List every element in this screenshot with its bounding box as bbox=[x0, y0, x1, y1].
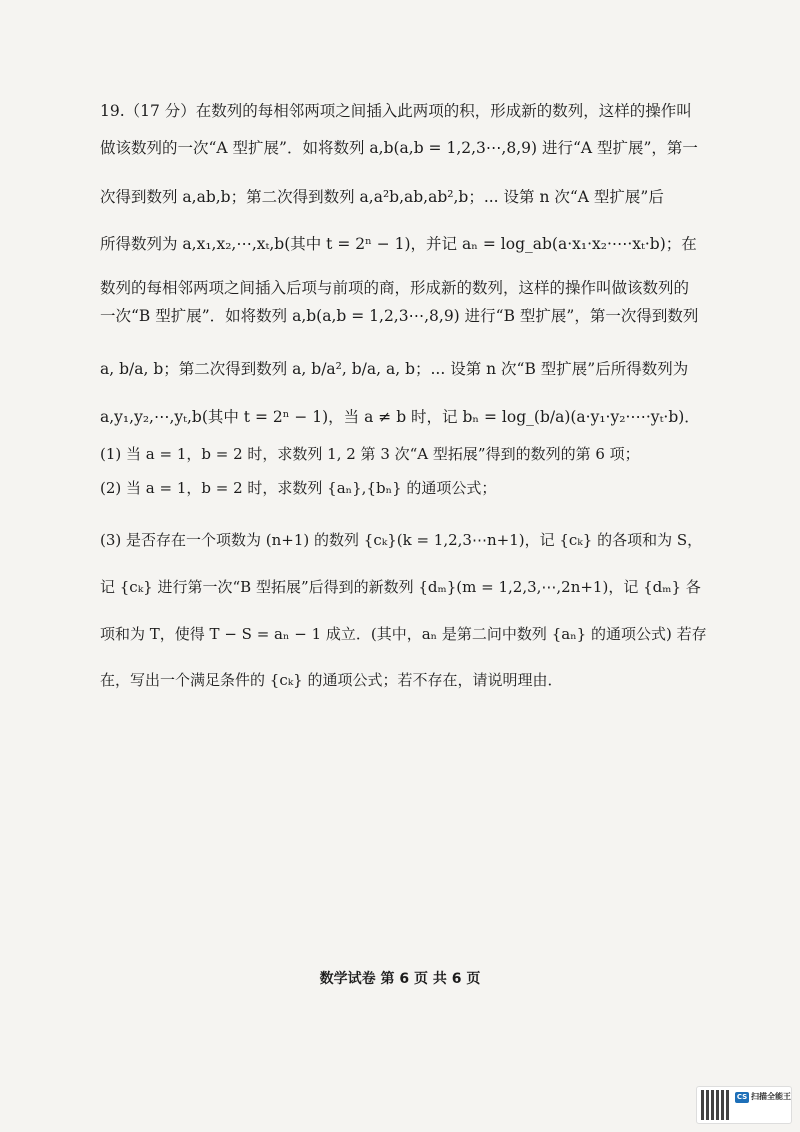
problem-line-7: a, b/a, b；第二次得到数列 a, b/a², b/a, a, b；... 设第 n 次“B 型扩展”后所得数列为 bbox=[100, 360, 689, 378]
part-3-line-3: 项和为 T，使得 T − S = aₙ − 1 成立．(其中，aₙ 是第二问中数列 {aₙ} 的通项公式) 若存 bbox=[100, 625, 707, 643]
problem-line-4: 所得数列为 a,x₁,x₂,⋯,xₜ,b(其中 t = 2ⁿ − 1)，并记 aₙ = log_ab(a·x₁·x₂·⋯·xₜ·b)；在 bbox=[100, 235, 697, 253]
part-3-line-4: 在，写出一个满足条件的 {cₖ} 的通项公式；若不存在，请说明理由． bbox=[100, 671, 563, 689]
part-3-line-2: 记 {cₖ} 进行第一次“B 型拓展”后得到的新数列 {dₘ}(m = 1,2,3,⋯,2n+1)，记 {dₘ} 各 bbox=[100, 578, 701, 596]
problem-line-5: 数列的每相邻两项之间插入后项与前项的商，形成新的数列，这样的操作叫做该数列的 bbox=[100, 279, 690, 297]
problem-line-6: 一次“B 型扩展”．如将数列 a,b(a,b = 1,2,3⋯,8,9) 进行“B 型扩展”，第一次得到数列 bbox=[100, 307, 699, 325]
scanner-logo-icon: CS bbox=[736, 1093, 748, 1101]
problem-line-1: 19.（17 分）在数列的每相邻两项之间插入此两项的积，形成新的数列，这样的操作叫 bbox=[100, 102, 692, 120]
page-footer: 数学试卷 第 6 页 共 6 页 bbox=[319, 971, 481, 987]
scanner-watermark bbox=[696, 1086, 792, 1124]
part-3-line-1: (3) 是否存在一个项数为 (n+1) 的数列 {cₖ}(k = 1,2,3⋯n+1)，记 {cₖ} 的各项和为 S， bbox=[100, 531, 703, 549]
scanner-app-name: 扫描全能王 bbox=[751, 1092, 791, 1101]
qr-code-icon bbox=[701, 1090, 731, 1120]
problem-line-8: a,y₁,y₂,⋯,yₜ,b(其中 t = 2ⁿ − 1)，当 a ≠ b 时，记 bₙ = log_(b/a)(a·y₁·y₂·⋯·yₜ·b)． bbox=[100, 408, 700, 426]
part-1: (1) 当 a = 1，b = 2 时，求数列 1, 2 第 3 次“A 型拓展”得到的数列的第 6 项； bbox=[100, 445, 640, 463]
part-2: (2) 当 a = 1，b = 2 时，求数列 {aₙ},{bₙ} 的通项公式； bbox=[100, 479, 497, 497]
problem-line-3: 次得到数列 a,ab,b；第二次得到数列 a,a²b,ab,ab²,b；... 设第 n 次“A 型扩展”后 bbox=[100, 188, 664, 206]
problem-line-2: 做该数列的一次“A 型扩展”．如将数列 a,b(a,b = 1,2,3⋯,8,9) 进行“A 型扩展”，第一 bbox=[100, 139, 698, 157]
